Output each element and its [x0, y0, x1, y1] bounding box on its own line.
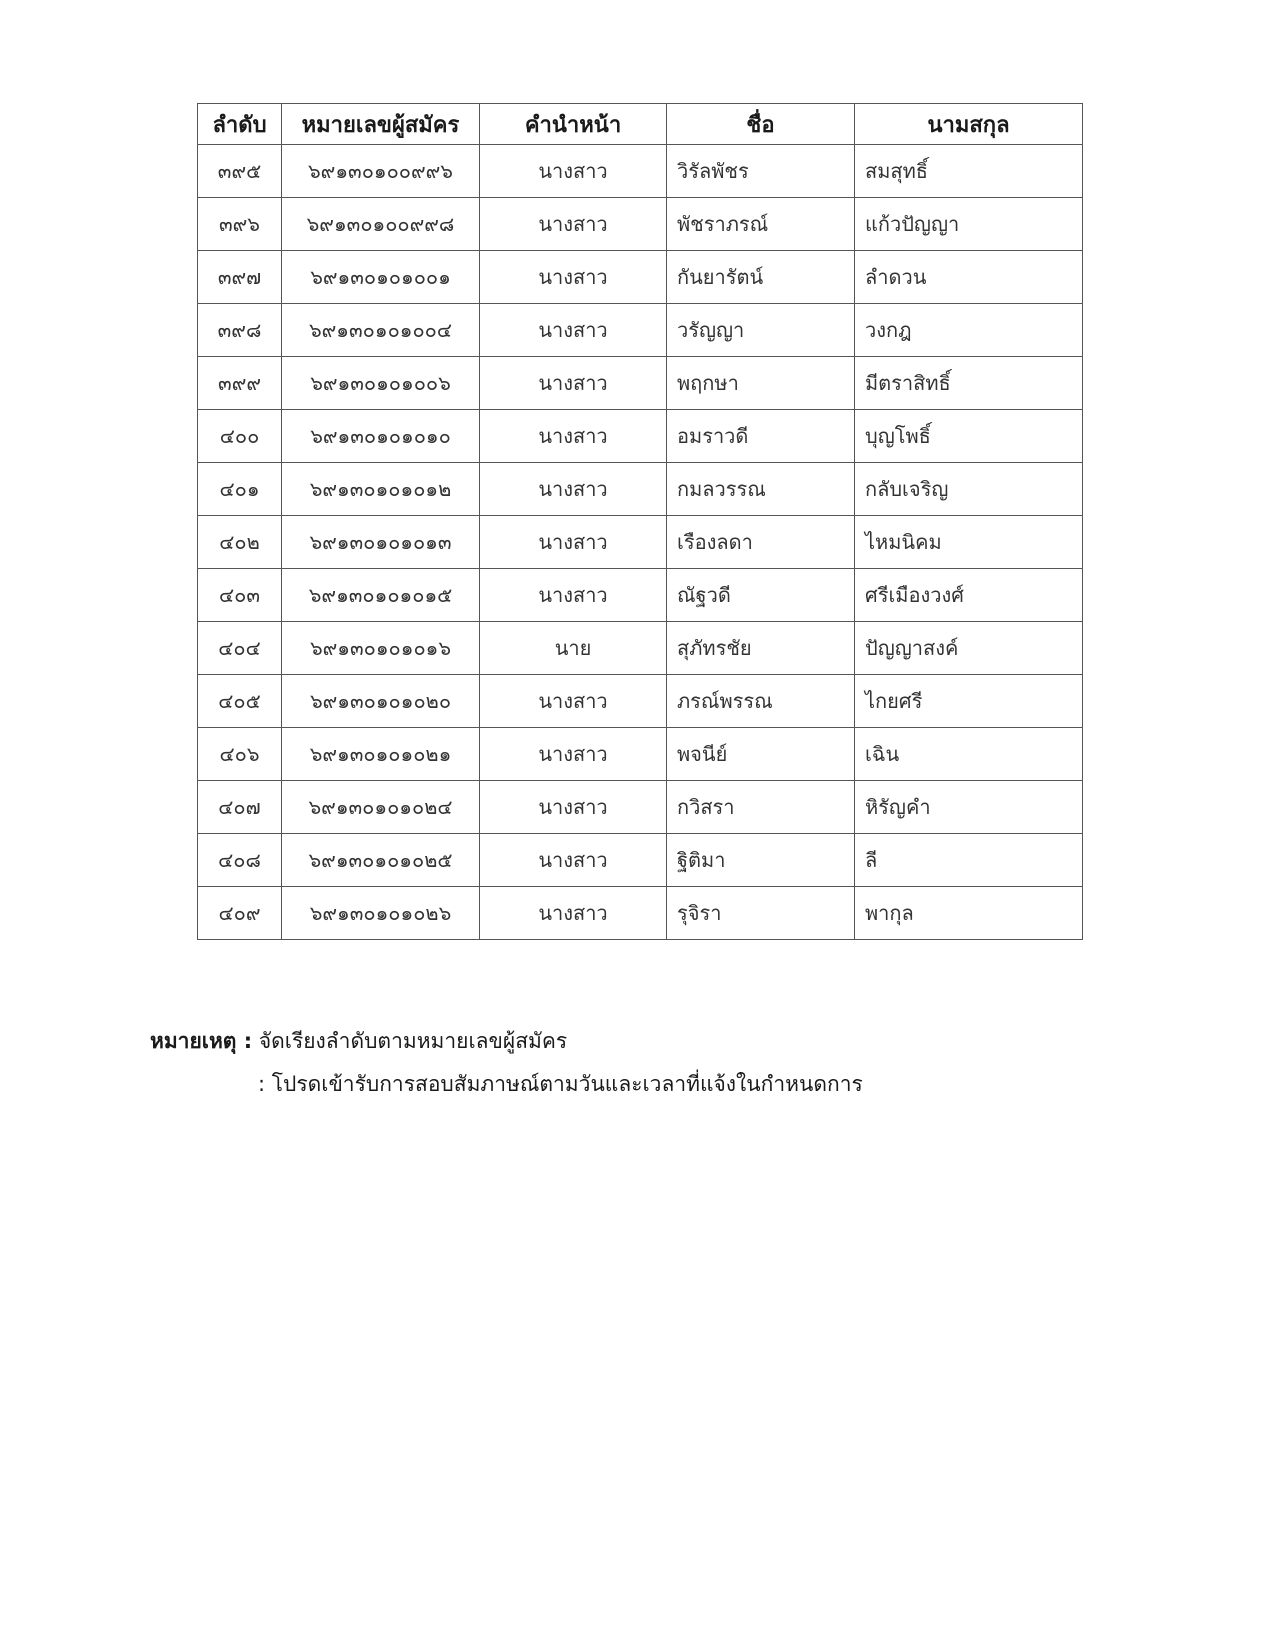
table-row [198, 463, 1083, 516]
cell-applicant-id: ๖๙๑๓๐๑๐๑๐๒๔ [282, 781, 480, 834]
cell-first-name: ฐิติมา [667, 834, 855, 887]
cell-first-name: พฤกษา [667, 357, 855, 410]
table-header [198, 104, 1083, 145]
cell-last-name: วงกฎ [855, 304, 1083, 357]
cell-order: ๔๐๑ [198, 463, 282, 516]
cell-order: ๔๐๐ [198, 410, 282, 463]
cell-prefix: นางสาว [480, 887, 667, 940]
note-line-2 [258, 1068, 863, 1101]
cell-order: ๓๙๖ [198, 198, 282, 251]
cell-order: ๓๙๕ [198, 145, 282, 198]
header-last-name: นามสกุล [855, 104, 1083, 145]
cell-last-name: หิรัญคำ [855, 781, 1083, 834]
cell-last-name: สมสุทธิ์ [855, 145, 1083, 198]
cell-order: ๔๐๗ [198, 781, 282, 834]
cell-order: ๔๐๖ [198, 728, 282, 781]
table-row [198, 516, 1083, 569]
header-prefix: คำนำหน้า [480, 104, 667, 145]
cell-last-name: ไหมนิคม [855, 516, 1083, 569]
header-order: ลำดับ [198, 104, 282, 145]
cell-prefix: นางสาว [480, 675, 667, 728]
table-row [198, 622, 1083, 675]
cell-applicant-id: ๖๙๑๓๐๑๐๑๐๐๑ [282, 251, 480, 304]
cell-order: ๔๐๘ [198, 834, 282, 887]
cell-applicant-id: ๖๙๑๓๐๑๐๑๐๒๐ [282, 675, 480, 728]
cell-applicant-id: ๖๙๑๓๐๑๐๐๙๙๖ [282, 145, 480, 198]
cell-order: ๓๙๗ [198, 251, 282, 304]
cell-first-name: อมราวดี [667, 410, 855, 463]
header-applicant-id: หมายเลขผู้สมัคร [282, 104, 480, 145]
cell-prefix: นางสาว [480, 357, 667, 410]
cell-first-name: กวิสรา [667, 781, 855, 834]
cell-first-name: กมลวรรณ [667, 463, 855, 516]
cell-applicant-id: ๖๙๑๓๐๑๐๐๙๙๘ [282, 198, 480, 251]
cell-applicant-id: ๖๙๑๓๐๑๐๑๐๑๒ [282, 463, 480, 516]
cell-last-name: เฉิน [855, 728, 1083, 781]
cell-last-name: ไกยศรี [855, 675, 1083, 728]
cell-applicant-id: ๖๙๑๓๐๑๐๑๐๑๖ [282, 622, 480, 675]
cell-order: ๔๐๙ [198, 887, 282, 940]
cell-order: ๔๐๕ [198, 675, 282, 728]
cell-first-name: กันยารัตน์ [667, 251, 855, 304]
table-row [198, 251, 1083, 304]
cell-applicant-id: ๖๙๑๓๐๑๐๑๐๐๖ [282, 357, 480, 410]
cell-applicant-id: ๖๙๑๓๐๑๐๑๐๒๖ [282, 887, 480, 940]
cell-first-name: รุจิรา [667, 887, 855, 940]
cell-prefix: นางสาว [480, 569, 667, 622]
cell-last-name: บุญโพธิ์ [855, 410, 1083, 463]
note-line-1 [150, 1025, 567, 1058]
cell-prefix: นางสาว [480, 463, 667, 516]
applicant-table [197, 103, 1083, 940]
cell-prefix: นางสาว [480, 728, 667, 781]
cell-last-name: มีตราสิทธิ์ [855, 357, 1083, 410]
table-body [198, 145, 1083, 940]
table-row [198, 198, 1083, 251]
table-row [198, 675, 1083, 728]
cell-first-name: ภรณ์พรรณ [667, 675, 855, 728]
header-first-name: ชื่อ [667, 104, 855, 145]
note-text-2: : โปรดเข้ารับการสอบสัมภาษณ์ตามวันและเวลาที่แจ้งในกำหนดการ [258, 1072, 863, 1096]
cell-last-name: แก้วปัญญา [855, 198, 1083, 251]
cell-prefix: นางสาว [480, 198, 667, 251]
cell-last-name: ศรีเมืองวงศ์ [855, 569, 1083, 622]
table-row [198, 304, 1083, 357]
cell-last-name: พากุล [855, 887, 1083, 940]
cell-order: ๓๙๙ [198, 357, 282, 410]
cell-last-name: ปัญญาสงค์ [855, 622, 1083, 675]
cell-applicant-id: ๖๙๑๓๐๑๐๑๐๑๐ [282, 410, 480, 463]
cell-applicant-id: ๖๙๑๓๐๑๐๑๐๒๑ [282, 728, 480, 781]
table-row [198, 728, 1083, 781]
cell-order: ๔๐๒ [198, 516, 282, 569]
table-row [198, 781, 1083, 834]
table-row [198, 834, 1083, 887]
cell-last-name: ลี [855, 834, 1083, 887]
cell-prefix: นางสาว [480, 781, 667, 834]
cell-prefix: นางสาว [480, 834, 667, 887]
cell-first-name: วรัญญา [667, 304, 855, 357]
cell-first-name: สุภัทรชัย [667, 622, 855, 675]
cell-applicant-id: ๖๙๑๓๐๑๐๑๐๑๕ [282, 569, 480, 622]
cell-applicant-id: ๖๙๑๓๐๑๐๑๐๐๔ [282, 304, 480, 357]
cell-prefix: นางสาว [480, 304, 667, 357]
note-text-1: จัดเรียงลำดับตามหมายเลขผู้สมัคร [258, 1029, 568, 1053]
header-row [198, 104, 1083, 145]
note-label: หมายเหตุ : [150, 1029, 253, 1053]
table-row [198, 145, 1083, 198]
table-row [198, 410, 1083, 463]
cell-applicant-id: ๖๙๑๓๐๑๐๑๐๒๕ [282, 834, 480, 887]
cell-first-name: เรืองลดา [667, 516, 855, 569]
cell-applicant-id: ๖๙๑๓๐๑๐๑๐๑๓ [282, 516, 480, 569]
cell-prefix: นาย [480, 622, 667, 675]
cell-order: ๔๐๓ [198, 569, 282, 622]
table-row [198, 887, 1083, 940]
cell-order: ๓๙๘ [198, 304, 282, 357]
cell-prefix: นางสาว [480, 516, 667, 569]
cell-last-name: กลับเจริญ [855, 463, 1083, 516]
cell-first-name: พจนีย์ [667, 728, 855, 781]
cell-first-name: วิรัลพัชร [667, 145, 855, 198]
cell-first-name: พัชราภรณ์ [667, 198, 855, 251]
cell-last-name: ลำดวน [855, 251, 1083, 304]
table-row [198, 357, 1083, 410]
cell-prefix: นางสาว [480, 410, 667, 463]
cell-prefix: นางสาว [480, 145, 667, 198]
table-row [198, 569, 1083, 622]
cell-first-name: ณัฐวดี [667, 569, 855, 622]
cell-prefix: นางสาว [480, 251, 667, 304]
cell-order: ๔๐๔ [198, 622, 282, 675]
